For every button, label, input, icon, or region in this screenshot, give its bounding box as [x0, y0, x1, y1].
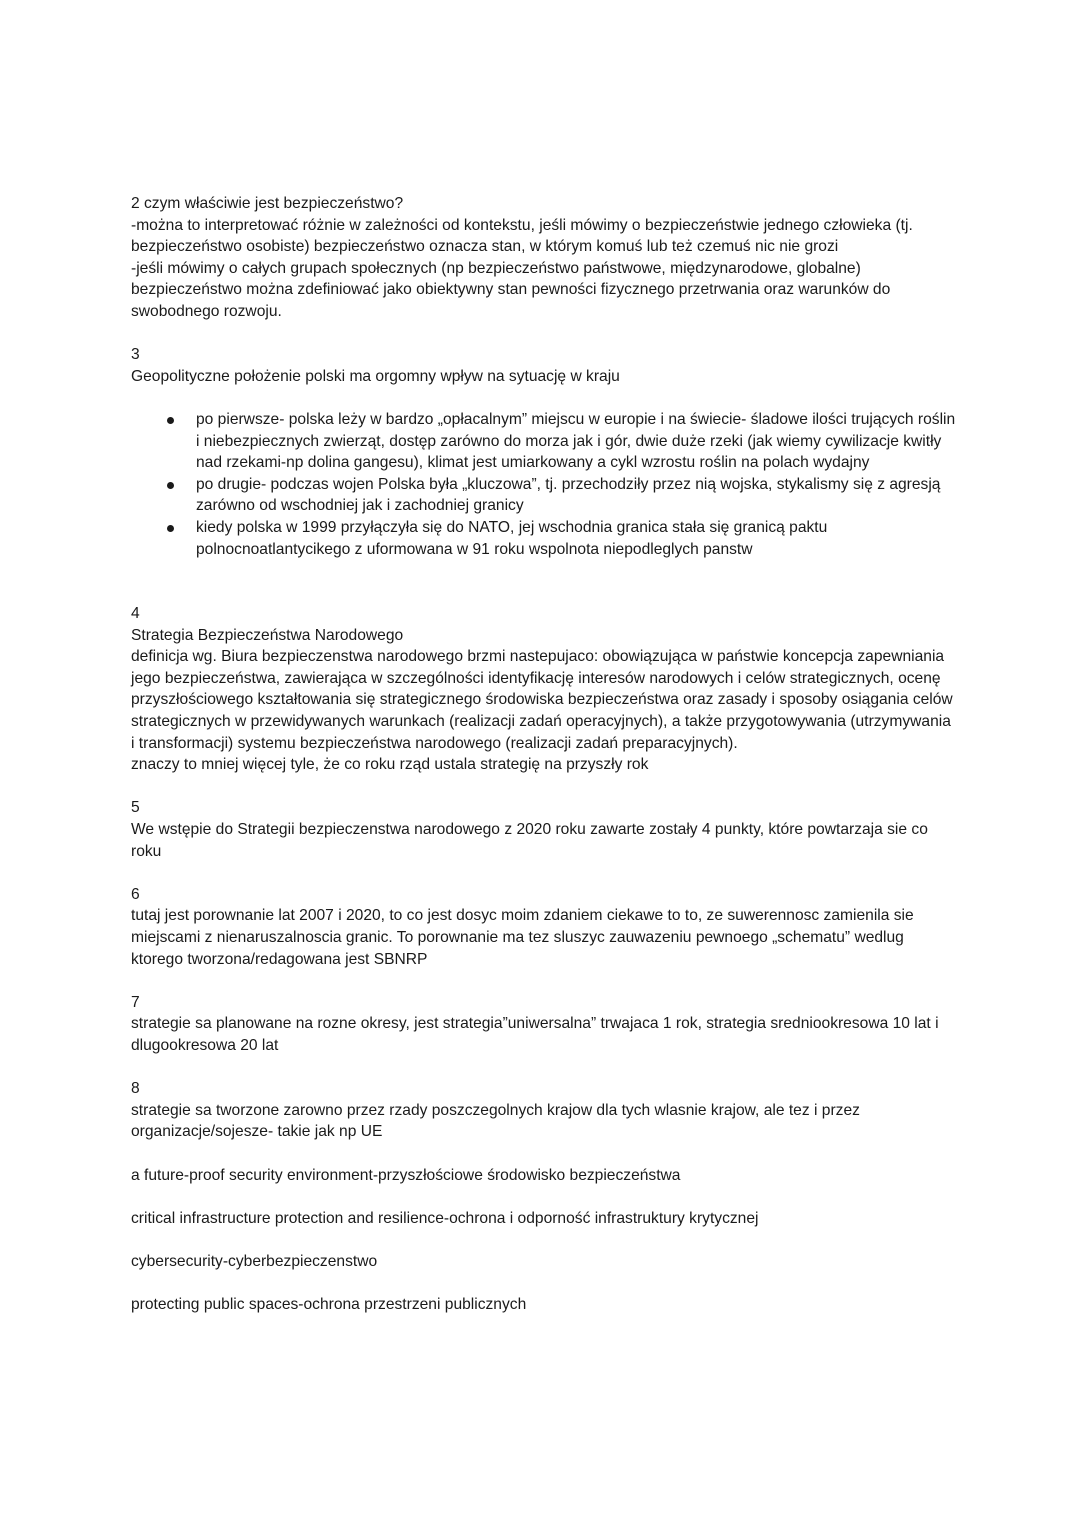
- section-4-definition: definicja wg. Biura bezpieczenstwa narodowego brzmi nastepujaco: obowiązująca w państwie koncepcja zapewniania jego bezpieczeństwa, zawierająca w szczególności identyfikację interesów narodowych i celów strategicznych, ocenę przyszłościowego kształtowania się strategicznego środowiska bezpieczeństwa oraz zasady i sposoby osiągania celów strategicznych w przewidywanych warunkach (realizacji zadań operacyjnych), a także przygotowywania (utrzymywania i transformacji) systemu bezpieczeństwa narodowego (realizacji zadań preparacyjnych).: [131, 648, 953, 752]
- section-6: [131, 884, 957, 970]
- section-8: [131, 1078, 957, 1143]
- section-8-number: 8: [131, 1080, 140, 1098]
- section-2-paragraph-1: -można to interpretować różnie w zależności od kontekstu, jeśli mówimy o bezpieczeństwie jednego człowieka (tj. bezpieczeństwo osobiste) bezpieczeństwo oznacza stan, w którym komuś lub też czemuś nic nie grozi: [131, 216, 913, 256]
- bullet-icon: [167, 525, 174, 532]
- section-6-text: tutaj jest porownanie lat 2007 i 2020, to co jest dosyc moim zdaniem ciekawe to to, ze suwerennosc zamienila sie miejscami z nienaruszalnoscia granic. To porownanie ma tez sluszyc zauwazeniu pewnoego „schematu” wedlug ktorego tworzona/redagowana jest SBNRP: [131, 907, 914, 968]
- section-2: [131, 193, 957, 323]
- section-4-note: znaczy to mniej więcej tyle, że co roku rząd ustala strategię na przyszły rok: [131, 756, 649, 774]
- section-3-number: 3: [131, 346, 140, 364]
- list-item: [131, 517, 957, 560]
- section-8-text: strategie sa tworzone zarowno przez rzady poszczegolnych krajow dla tych wlasnie krajow, ale tez i przez organizacje/sojesze- takie jak np UE: [131, 1101, 860, 1141]
- term-item: cybersecurity-cyberbezpieczenstwo: [131, 1252, 378, 1270]
- section-4: [131, 603, 957, 776]
- bullet-text: po pierwsze- polska leży w bardzo „opłacalnym” miejscu w europie i na świecie- śladowe ilości trujących roślin i niebezpiecznych zwierząt, dostęp zarówno do morza jak i gór, dwie duże rzeki (jak wiemy cywilizacje kwitły nad rzekami-np dolina gangesu), klimat jest umiarkowany a cykl wzrostu roślin na polach wydajny: [196, 410, 956, 472]
- section-2-heading: 2 czym właściwie jest bezpieczeństwo?: [131, 195, 404, 212]
- section-6-number: 6: [131, 885, 140, 903]
- section-4-number: 4: [131, 605, 140, 623]
- section-2-paragraph-2: -jeśli mówimy o całych grupach społecznych (np bezpieczeństwo państwowe, międzynarodowe, globalne) bezpieczeństwo można zdefiniować jako obiektywny stan pewności fizycznego przetrwania oraz warunków do swobodnego rozwoju.: [131, 259, 891, 320]
- section-7-number: 7: [131, 993, 140, 1011]
- section-4-title: Strategia Bezpieczeństwa Narodowego: [131, 626, 404, 644]
- section-5-text: We wstępie do Strategii bezpieczenstwa narodowego z 2020 roku zawarte zostały 4 punkty, które powtarzaja sie co roku: [131, 821, 928, 860]
- term-item: critical infrastructure protection and resilience-ochrona i odporność infrastruktury krytycznej: [131, 1209, 759, 1227]
- section-3-intro: Geopolityczne położenie polski ma orgomny wpływ na sytuację w kraju: [131, 367, 620, 385]
- section-7-text: strategie sa planowane na rozne okresy, jest strategia”uniwersalna” trwajaca 1 rok, strategia sredniookresowa 10 lat i dlugookresowa 20 lat: [131, 1015, 939, 1054]
- section-7: [131, 992, 957, 1057]
- bullet-icon: [167, 482, 174, 489]
- bullet-icon: [167, 417, 174, 424]
- section-5: [131, 797, 957, 862]
- document-content: [131, 193, 957, 1337]
- terms-list: [131, 1165, 957, 1316]
- term-item: protecting public spaces-ochrona przestrzeni publicznych: [131, 1296, 527, 1314]
- list-item: [131, 474, 957, 517]
- bullet-text: kiedy polska w 1999 przyłączyła się do NATO, jej wschodnia granica stała się granicą paktu polnocnoatlantycikego z uformowana w 91 roku wspolnota niepodleglych panstw: [196, 518, 828, 558]
- section-3-bullet-list: [131, 409, 957, 560]
- bullet-text: po drugie- podczas wojen Polska była „kluczowa”, tj. przechodziły przez nią wojska, stykalismy się z agresją zarówno od wschodniej jak i zachodniej granicy: [196, 475, 941, 515]
- list-item: [131, 409, 957, 474]
- section-3: [131, 344, 957, 560]
- section-5-number: 5: [131, 799, 140, 817]
- term-item: a future-proof security environment-przyszłościowe środowisko bezpieczeństwa: [131, 1166, 681, 1184]
